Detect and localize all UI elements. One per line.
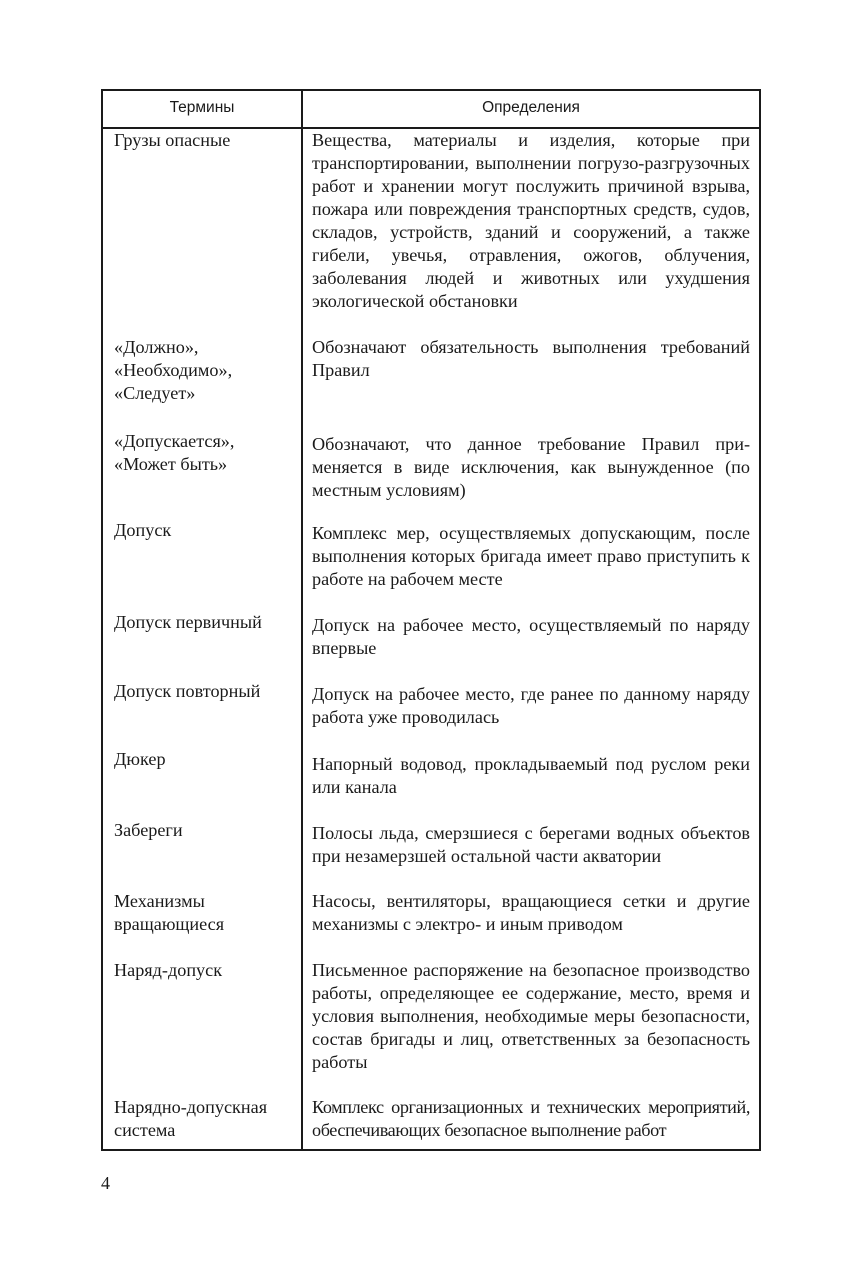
row-definition: Комплекс мер, осуществляемых допускающим, после выполнения которых бригада имеет право приступить к работе на рабочем месте (312, 523, 750, 589)
row-definition: Напорный водовод, прокладываемый под руслом реки или канала (312, 754, 750, 797)
row-definition: Допуск на рабочее место, осуществляемый по наряду впервые (312, 615, 750, 658)
row-term: Нарядно-допускная система (114, 1097, 268, 1140)
row-term: Дюкер (114, 749, 166, 769)
row-definition: Насосы, вентиляторы, вращающиеся сетки и другие механизмы с электро- и иным приводом (312, 891, 750, 934)
row-definition: Обозначают, что данное требование Правил применяется в виде исключения, как вынужденное (по местным условиям) (312, 434, 750, 500)
header-terms: Термины (169, 99, 235, 116)
row-term: Допуск первичный (114, 612, 262, 632)
row-term: «Должно», «Необходимо», «Следует» (114, 337, 233, 403)
glossary-table (101, 89, 761, 1151)
row-definition: Вещества, материалы и изделия, которые при транспортировании, выполнении погрузо-разгрузочных работ и хранении могут послужить причиной взрыва, пожара или повреждения транспортных средств, судов, складов, устройств, зданий и сооружений, а также гибели, увечья, отравления, ожогов, облучения, заболевания людей и животных или ухудшения экологической обстановки (312, 130, 750, 311)
row-definition: Письменное распоряжение на безопасное производство работы, определяющее ее содержание, место, время и условия выполнения, необходимые меры безопасности, состав бригады и лиц, ответственных за безопасность работы (312, 960, 750, 1072)
row-definition: Допуск на рабочее место, где ранее по данному наряду работа уже проводилась (312, 684, 750, 727)
row-term: Допуск повторный (114, 681, 261, 701)
row-term: Грузы опасные (114, 130, 231, 150)
row-term: «Допускается», «Может быть» (114, 431, 235, 474)
header-definitions: Определения (482, 99, 580, 116)
row-definition: Обозначают обязательность выполнения требований Правил (312, 337, 750, 380)
row-definition: Комплекс организационных и технических мероприятий, обеспечивающих безопасное выполнение работ (312, 1097, 750, 1140)
row-term: Наряд-допуск (114, 960, 223, 980)
page-number: 4 (101, 1173, 110, 1193)
row-term: Допуск (114, 520, 172, 540)
row-term: Забереги (114, 820, 183, 840)
table-header (103, 91, 759, 129)
row-definition: Полосы льда, смерзшиеся с берегами водных объектов при незамерзшей остальной части акватории (312, 823, 750, 866)
row-term: Механизмы вращающиеся (114, 891, 225, 934)
column-divider (301, 91, 303, 1149)
